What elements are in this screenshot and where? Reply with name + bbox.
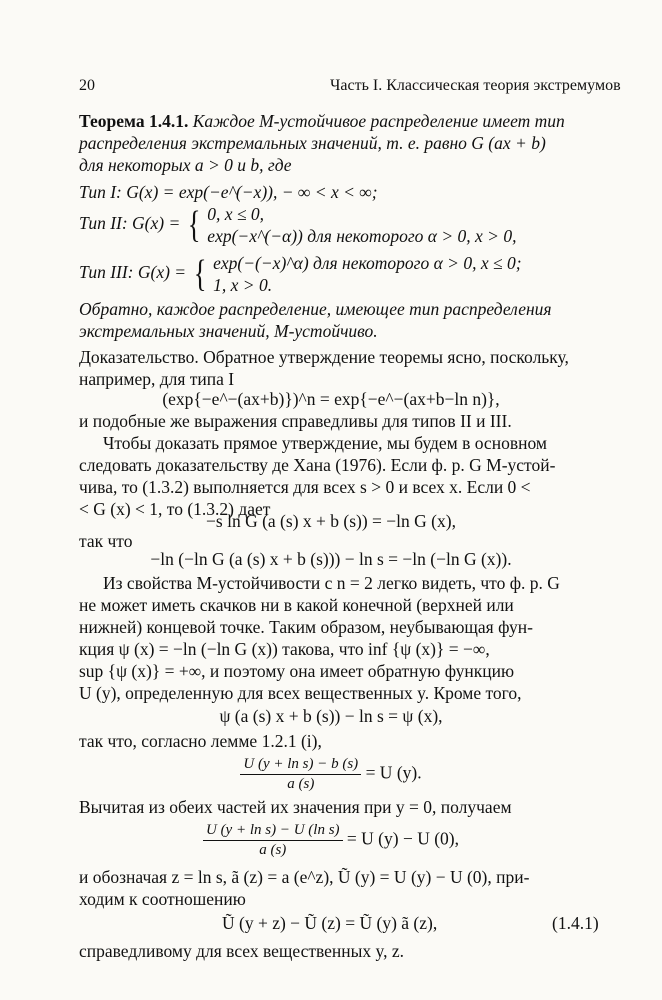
equation-7: Ũ (y + z) − Ũ (z) = Ũ (y) ã (z), [222, 913, 438, 933]
fraction-denominator: a (s) [287, 776, 315, 792]
paragraph-2-line-4: < G (x) < 1, то (1.3.2) дает [79, 499, 271, 519]
converse-line-1: Обратно, каждое распределение, имеющее тип распределения [79, 299, 552, 319]
type-3-lhs: Тип III: G(x) = [79, 262, 187, 283]
proof-line-5: так что, согласно лемме 1.2.1 (i), [79, 731, 322, 751]
left-brace: { [187, 204, 201, 246]
equation-2: −s ln G (a (s) x + b (s)) = −ln G (x), [206, 511, 456, 531]
paragraph-2-line-3: чива, то (1.3.2) выполняется для всех s > 0 и всех x. Если 0 < [79, 477, 531, 497]
paragraph-2-line-2: следовать доказательству де Хана (1976). Если ф. р. G M-устой- [79, 455, 556, 475]
paragraph-3-line-3: нижней) концевой точке. Таким образом, неубывающая фун- [79, 617, 533, 637]
theorem-line-2: распределения экстремальных значений, т. е. равно G (ax + b) [79, 133, 546, 153]
type-3-cases: exp(−(−x)^α) для некоторого α > 0, x ≤ 0; 1, x > 0. [213, 253, 522, 295]
fraction [240, 755, 361, 794]
type-2-cases: 0, x ≤ 0, exp(−x^(−α)) для некоторого α > 0, x > 0, [207, 204, 517, 246]
left-brace: { [193, 253, 207, 295]
theorem-line-3: для некоторых a > 0 и b, где [79, 155, 292, 175]
proof-line-4: так что [79, 531, 133, 551]
proof-line-9: справедливому для всех вещественных y, z. [79, 941, 405, 961]
paragraph-3-line-6: U (y), определенную для всех вещественных y. Кроме того, [79, 683, 522, 703]
equation-7-number: (1.4.1) [552, 913, 599, 933]
theorem-line-1 [79, 110, 565, 132]
converse-line-2: экстремальных значений, M-устойчиво. [79, 321, 378, 341]
paragraph-3-line-5: sup {ψ (x)} = +∞, и поэтому она имеет обратную функцию [79, 661, 515, 681]
equation-3: −ln (−ln G (a (s) x + b (s))) − ln s = −ln (−ln G (x)). [150, 549, 512, 569]
page-number: 20 [79, 77, 95, 94]
proof-line-8: ходим к соотношению [79, 889, 246, 909]
type-2-formula [79, 203, 516, 247]
paragraph-3-line-4: кция ψ (x) = −ln (−ln G (x)) такова, что inf {ψ (x)} = −∞, [79, 639, 490, 659]
fraction-numerator: U (y + ln s) − b (s) [240, 755, 361, 775]
proof-line-3: и подобные же выражения справедливы для типов II и III. [79, 411, 512, 431]
equation-5-rhs: = U (y). [365, 762, 422, 783]
fraction [203, 821, 343, 860]
running-title: Часть I. Классическая теория экстремумов [330, 77, 621, 94]
theorem-label: Теорема 1.4.1. [79, 111, 189, 131]
type-1-formula: Тип I: G(x) = exp(−e^(−x)), − ∞ < x < ∞; [79, 182, 378, 202]
type-2-lhs: Тип II: G(x) = [79, 213, 181, 234]
fraction-denominator: a (s) [259, 842, 287, 858]
proof-line-6: Вычитая из обеих частей их значения при y = 0, получаем [79, 797, 512, 817]
fraction-numerator: U (y + ln s) − U (ln s) [203, 821, 343, 841]
equation-4: ψ (a (s) x + b (s)) − ln s = ψ (x), [219, 706, 443, 726]
proof-line-2: например, для типа I [79, 369, 235, 389]
equation-1: (exp{−e^−(ax+b)})^n = exp{−e^−(ax+b−ln n)}, [162, 389, 500, 409]
proof-line-7: и обозначая z = ln s, ã (z) = a (e^z), Ũ (y) = U (y) − U (0), при- [79, 867, 530, 887]
paragraph-2-line-1: Чтобы доказать прямое утверждение, мы будем в основном [103, 433, 547, 453]
paragraph-3-line-1: Из свойства M-устойчивости с n = 2 легко видеть, что ф. р. G [103, 573, 560, 593]
equation-6-rhs: = U (y) − U (0), [346, 828, 459, 849]
proof-line-1: Доказательство. Обратное утверждение теоремы ясно, поскольку, [79, 347, 569, 367]
equation-5 [0, 755, 662, 794]
theorem-text-1: Каждое M-устойчивое распределение имеет тип [192, 111, 565, 131]
equation-6 [0, 821, 662, 860]
type-3-formula [79, 252, 522, 296]
paragraph-3-line-2: не может иметь скачков ни в какой конечной (верхней или [79, 595, 514, 615]
